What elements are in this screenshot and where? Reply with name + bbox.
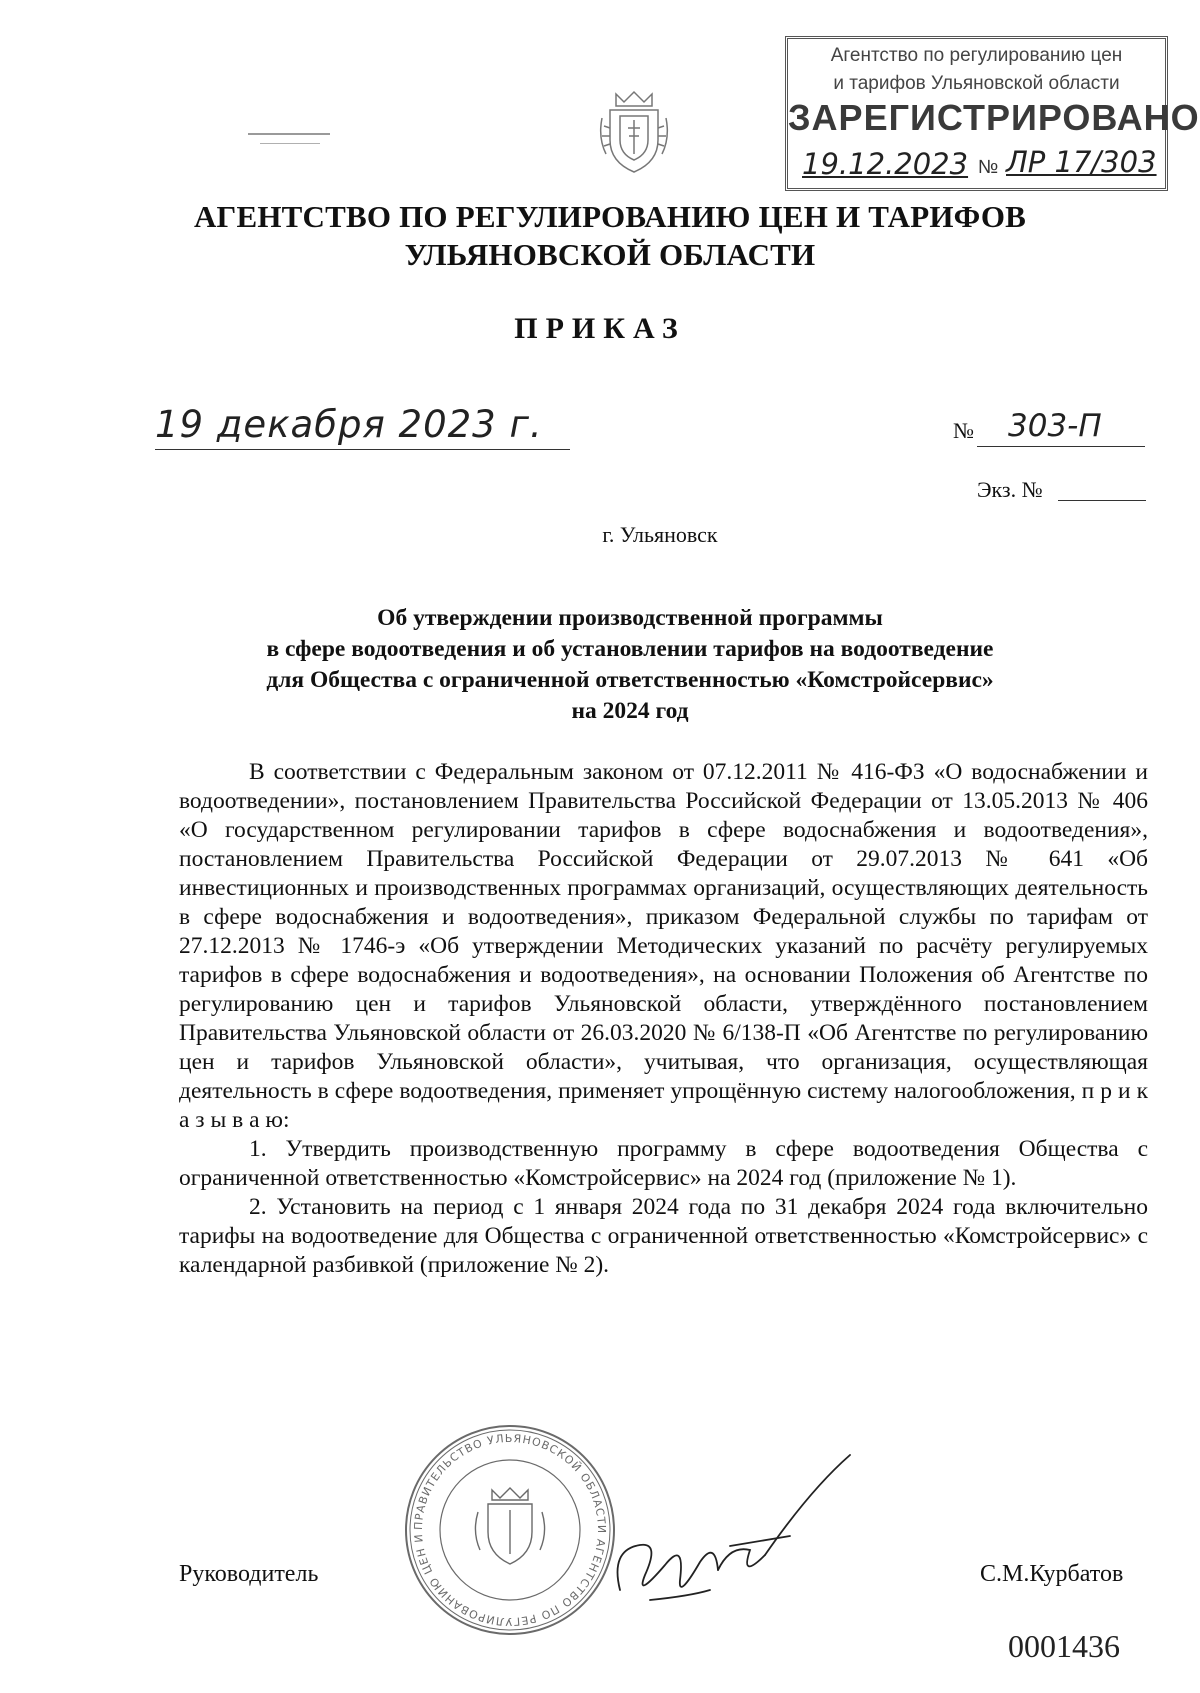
stamp-number: ЛР 17/303 [1006,145,1157,179]
serial-number: 0001436 [1008,1628,1120,1664]
heading-line: Об утверждении производственной программы [377,605,883,631]
copy-number-label: Экз. № [977,477,1043,502]
decorative-rule [260,143,320,144]
heading-line: в сфере водоотведения и об установлении тарифов на водоотведение [266,636,994,662]
signer-position: Руководитель [179,1561,319,1587]
decorative-rule [248,133,330,135]
city: г. Ульяновск [602,522,718,547]
heading-line: для Общества с ограниченной ответственностью «Комстройсервис» [266,667,994,693]
stamp-date: 19.12.2023 [802,147,969,181]
signature-icon [590,1450,890,1625]
order-number-label: № [953,418,974,443]
document-heading [180,603,1080,727]
stamp-agency-line2: и тарифов Ульяновской области [833,73,1120,94]
order-date-handwritten: 19 декабря 2023 г. [155,403,543,446]
coat-of-arms-icon [596,88,672,181]
document-body [179,758,1148,1280]
heading-line: на 2024 год [571,698,689,724]
stamp-agency-line1: Агентство по регулированию цен [830,45,1123,66]
preamble-paragraph: В соответствии с Федеральным законом от 07.12.2011 № 416-ФЗ «О водоснабжении и водоотведении», постановлением Правительства Российской Федерации от 13.05.2013 № 406 «О государственном регулировании тарифов в сфере водоснабжения и водоотведения», постановлением Правительства Российской Федерации от 29.07.2013 № 641 «Об инвестиционных и производственных программах организаций, осуществляющих деятельность в сфере водоснабжения и водоотведения», приказом Федеральной службы по тарифам от 27.12.2013 № 1746-э «Об утверждении Методических указаний по расчёту регулируемых тарифов в сфере водоснабжения и водоотведения», на основании Положения об Агентстве по регулированию цен и тарифов Ульяновской области, утверждённого постановлением Правительства Ульяновской области от 26.03.2020 № 6/138-П «Об Агентстве по регулированию цен и тарифов Ульяновской области», учитывая, что организация, осуществляющая деятельность в сфере водоотведения, применяет упрощённую систему налогообложения, п р и к а з ы в а ю: [179,759,1148,1133]
number-underline [977,446,1145,447]
copy-number-blank [1058,500,1146,501]
agency-title-line2: УЛЬЯНОВСКОЙ ОБЛАСТИ [404,237,816,272]
agency-title [160,198,1060,274]
official-seal [400,1420,620,1645]
registration-stamp [785,36,1200,191]
stamp-status: ЗАРЕГИСТРИРОВАНО [788,97,1200,138]
signer-name: С.М.Курбатов [980,1561,1124,1587]
document-type: ПРИКАЗ [514,312,686,345]
agency-title-line1: АГЕНТСТВО ПО РЕГУЛИРОВАНИЮ ЦЕН И ТАРИФОВ [193,199,1027,234]
date-underline [155,449,570,450]
order-item-1: 1. Утвердить производственную программу в сфере водоотведения Общества с ограниченной ответственностью «Комстройсервис» на 2024 год (приложение № 1). [179,1136,1148,1191]
stamp-number-sign: № [978,157,999,178]
order-number-handwritten: 303-П [1008,408,1102,444]
order-item-2: 2. Установить на период с 1 января 2024 года по 31 декабря 2024 года включительно тарифы на водоотведение для Общества с ограниченной ответственностью «Комстройсервис» с календарной разбивкой (приложение № 2). [179,1194,1148,1278]
seal-text: ПРАВИТЕЛЬСТВО УЛЬЯНОВСКОЙ ОБЛАСТИ АГЕНТСТВО ПО РЕГУЛИРОВАНИЮ ЦЕН И [411,1431,609,1629]
